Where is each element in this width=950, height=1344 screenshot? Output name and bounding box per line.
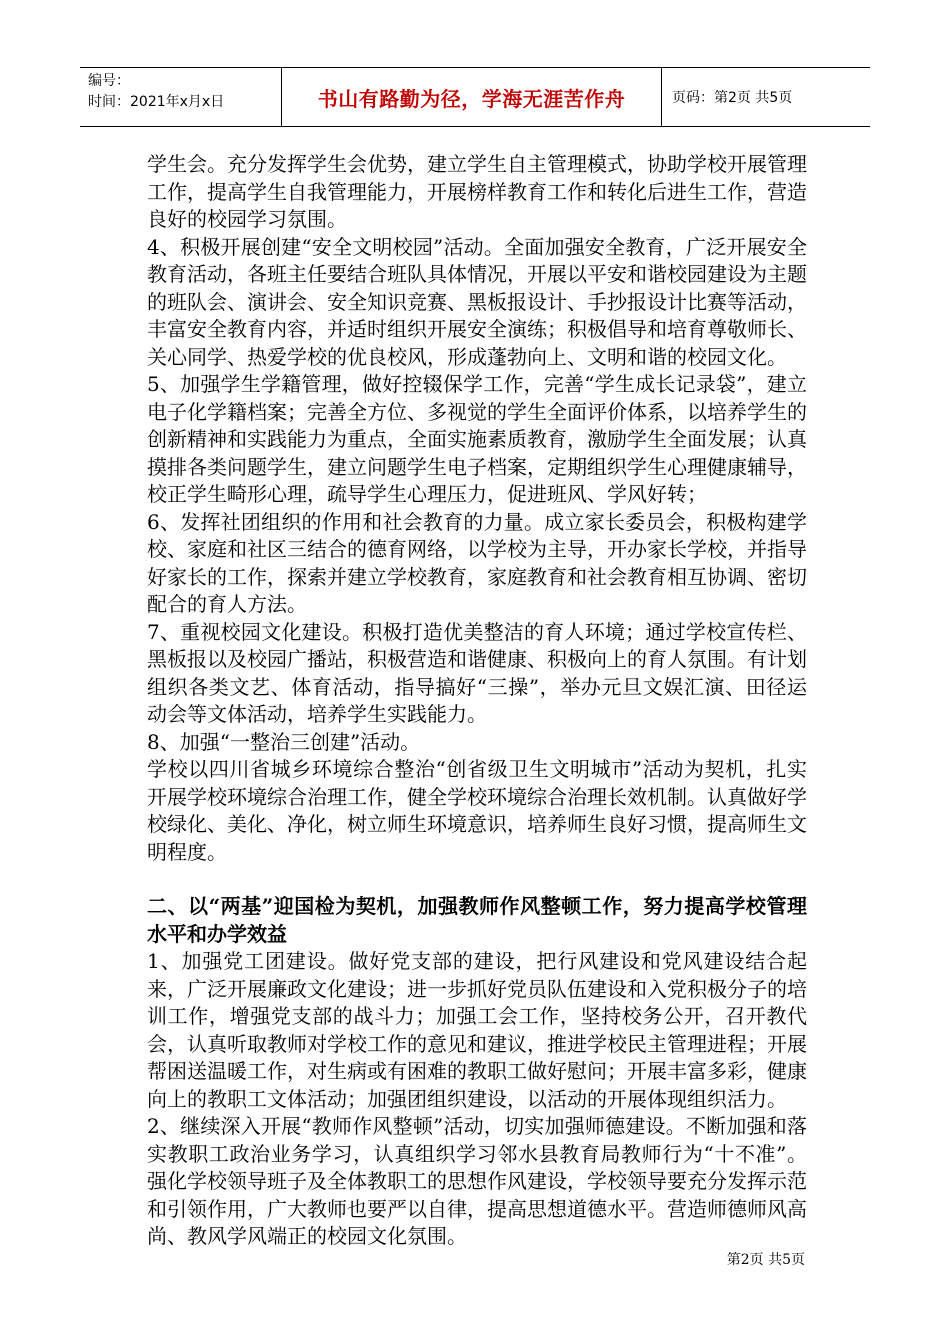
page-footer: 第2页 共5页 bbox=[726, 1252, 805, 1268]
paragraph-gap bbox=[147, 866, 807, 893]
paragraph: 4、积极开展创建“安全文明校园”活动。全面加强安全教育，广泛开展安全教育活动，各班主任要结合班队具体情况，开展以平安和谐校园建设为主题的班队会、演讲会、安全知识竞赛、黑板报设计、手抄报设计比赛等活动，丰富安全教育内容，并适时组织开展安全演练；积极倡导和培育尊敬师长、关心同学、热爱学校的优良校风，形成蓬勃向上、文明和谐的校园文化。 bbox=[147, 234, 807, 369]
header-meta bbox=[80, 68, 282, 126]
paragraph: 学校以四川省城乡环境综合整治“创省级卫生文明城市”活动为契机，扎实开展学校环境综合治理工作，健全学校环境综合治理长效机制。认真做好学校绿化、美化、净化，树立师生环境意识，培养师生良好习惯，提高师生文明程度。 bbox=[147, 757, 807, 864]
header-page-label: 页码：第2页 共5页 bbox=[672, 90, 793, 106]
section-heading: 二、以“两基”迎国检为契机，加强教师作风整顿工作，努力提高学校管理水平和办学效益 bbox=[147, 894, 807, 946]
time-label: 时间：2021年x月x日 bbox=[88, 94, 225, 110]
page-header bbox=[80, 67, 870, 127]
number-label: 编号： bbox=[88, 73, 130, 89]
paragraph: 学生会。充分发挥学生会优势，建立学生自主管理模式，协助学校开展管理工作，提高学生自我管理能力，开展榜样教育工作和转化后进生工作，营造良好的校园学习氛围。 bbox=[147, 152, 807, 231]
paragraph: 6、发挥社团组织的作用和社会教育的力量。成立家长委员会，积极构建学校、家庭和社区三结合的德育网络，以学校为主导，开办家长学校，并指导好家长的工作，探索并建立学校教育，家庭教育和社会教育相互协调、密切配合的育人方法。 bbox=[147, 509, 807, 616]
header-motto: 书山有路勤为径，学海无涯苦作舟 bbox=[282, 68, 662, 126]
paragraph: 2、继续深入开展“教师作风整顿”活动，切实加强师德建设。不断加强和落实教职工政治业务学习，认真组织学习邻水县教育局教师行为“十不准”。强化学校领导班子及全体教职工的思想作风建设，学校领导要充分发挥示范和引领作用，广大教师也要严以自律，提高思想道德水平。营造师德师风高尚、教风学风端正的校园文化氛围。 bbox=[147, 1114, 807, 1248]
paragraph: 5、加强学生学籍管理，做好控辍保学工作，完善“学生成长记录袋”，建立电子化学籍档案；完善全方位、多视觉的学生全面评价体系，以培养学生的创新精神和实践能力为重点，全面实施素质教育，激励学生全面发展；认真摸排各类问题学生，建立问题学生电子档案，定期组织学生心理健康辅导，校正学生畸形心理，疏导学生心理压力，促进班风、学风好转； bbox=[147, 372, 807, 506]
document-body bbox=[147, 151, 807, 1251]
paragraph: 7、重视校园文化建设。积极打造优美整洁的育人环境；通过学校宣传栏、黑板报以及校园广播站，积极营造和谐健康、积极向上的育人氛围。有计划组织各类文艺、体育活动，指导搞好“三操”，举办元旦文娱汇演、田径运动会等文体活动，培养学生实践能力。 bbox=[147, 619, 807, 726]
paragraph: 8、加强“一整治三创建”活动。 bbox=[147, 729, 421, 754]
paragraph: 1、加强党工团建设。做好党支部的建设，把行风建设和党风建设结合起来，广泛开展廉政文化建设；进一步抓好党员队伍建设和入党积极分子的培训工作，增强党支部的战斗力；加强工会工作，坚持校务公开，召开教代会，认真听取教师对学校工作的意见和建议，推进学校民主管理进程；开展帮困送温暖工作，对生病或有困难的教职工做好慰问；开展丰富多彩，健康向上的教职工文体活动；加强团组织建设，以活动的开展体现组织活力。 bbox=[147, 949, 807, 1111]
